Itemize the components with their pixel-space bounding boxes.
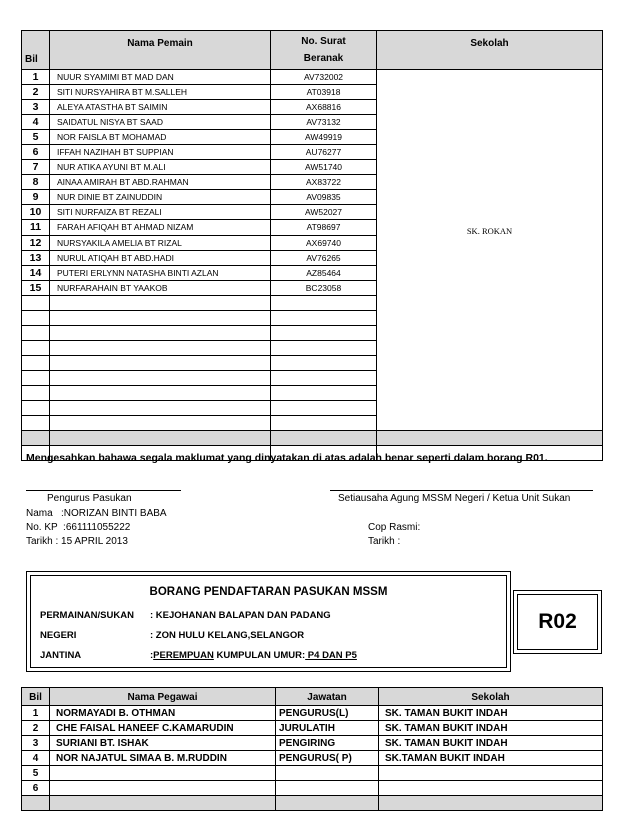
empty-cell [22,325,50,340]
cop-rasmi-field: Cop Rasmi: [368,522,421,533]
empty-cell [271,370,377,385]
player-name: ALEYA ATASTHA BT SAIMIN [50,100,271,115]
negeri-value: : ZON HULU KELANG,SELANGOR [150,630,305,641]
player-bil: 6 [22,145,50,160]
certification-statement: Mengesahkan bahawa segala maklumat yang dinyatakan di atas adalah benar seperti dalam borang R01. [26,452,548,464]
form-code: R02 [517,594,598,650]
empty-cell [50,325,271,340]
official-name: CHE FAISAL HANEEF C.KAMARUDIN [50,721,276,736]
empty-cell [50,295,271,310]
player-surat: AT03918 [271,85,377,100]
official-bil: 1 [22,706,50,721]
official-jawatan: PENGIRING [276,736,379,751]
empty-cell [22,430,50,445]
player-name: SAIDATUL NISYA BT SAAD [50,115,271,130]
official-school: SK. TAMAN BUKIT INDAH [379,721,603,736]
player-bil: 12 [22,235,50,250]
shaded-row [22,796,603,811]
official-school: SK. TAMAN BUKIT INDAH [379,706,603,721]
official-school [379,766,603,781]
signature-line-right [330,490,593,491]
empty-cell [271,385,377,400]
player-bil: 7 [22,160,50,175]
player-name: NUR ATIKA AYUNI BT M.ALI [50,160,271,175]
empty-cell [50,385,271,400]
player-name: NUUR SYAMIMI BT MAD DAN [50,70,271,85]
official-row [22,751,603,766]
official-bil: 2 [22,721,50,736]
officials-table [21,687,603,811]
player-bil: 15 [22,280,50,295]
official-row [22,736,603,751]
header-sekolah: Sekolah [379,688,603,706]
form-details-box [26,571,511,672]
empty-cell [22,355,50,370]
kumpulan-value: P4 DAN P5 [305,650,357,661]
player-name: NURFARAHAIN BT YAAKOB [50,280,271,295]
player-name: AINAA AMIRAH BT ABD.RAHMAN [50,175,271,190]
empty-cell [50,355,271,370]
empty-cell [50,370,271,385]
header-nama-pemain: Nama Pemain [50,31,271,70]
empty-cell [50,400,271,415]
header-bil: Bil [22,31,50,70]
player-name: IFFAH NAZIHAH BT SUPPIAN [50,145,271,160]
official-name [50,766,276,781]
empty-cell [50,796,276,811]
left-signatory-title: Pengurus Pasukan [47,493,132,504]
player-name: SITI NURSYAHIRA BT M.SALLEH [50,85,271,100]
official-school: SK. TAMAN BUKIT INDAH [379,736,603,751]
player-name: NURUL ATIQAH BT ABD.HADI [50,250,271,265]
official-bil: 3 [22,736,50,751]
jantina-label: JANTINA [40,650,82,661]
official-jawatan: PENGURUS( P) [276,751,379,766]
player-surat: AX83722 [271,175,377,190]
player-name: FARAH AFIQAH BT AHMAD NIZAM [50,220,271,235]
nama-field: Nama :NORIZAN BINTI BABA [26,508,167,519]
player-bil: 5 [22,130,50,145]
tarikh-right-field: Tarikh : [368,536,401,547]
empty-cell [271,400,377,415]
player-name: NOR FAISLA BT MOHAMAD [50,130,271,145]
jantina-colon: : [150,650,154,661]
official-bil: 6 [22,781,50,796]
empty-cell [22,310,50,325]
officials-header-row [22,688,603,706]
player-name: NUR DINIE BT ZAINUDDIN [50,190,271,205]
player-bil: 3 [22,100,50,115]
official-name: NORMAYADI B. OTHMAN [50,706,276,721]
player-bil: 2 [22,85,50,100]
header-nama-pegawai: Nama Pegawai [50,688,276,706]
player-surat: AW51740 [271,160,377,175]
header-bil: Bil [22,688,50,706]
empty-cell [22,385,50,400]
empty-cell [271,325,377,340]
player-bil: 11 [22,220,50,235]
header-jawatan: Jawatan [276,688,379,706]
player-surat: AU76277 [271,145,377,160]
empty-cell [22,796,50,811]
player-bil: 1 [22,70,50,85]
form-code-box [513,590,602,654]
player-surat: AV73132 [271,115,377,130]
empty-cell [50,415,271,430]
empty-cell [271,340,377,355]
player-surat: AV09835 [271,190,377,205]
official-school [379,781,603,796]
player-surat: AX68816 [271,100,377,115]
players-table [21,30,603,461]
empty-cell [22,295,50,310]
empty-cell [22,370,50,385]
player-row [22,70,603,85]
empty-cell [271,430,377,445]
player-bil: 4 [22,115,50,130]
empty-cell [271,295,377,310]
official-jawatan: JURULATIH [276,721,379,736]
player-surat: AV732002 [271,70,377,85]
official-name: NOR NAJATUL SIMAA B. M.RUDDIN [50,751,276,766]
school-cell: SK. ROKAN [377,70,603,431]
player-surat: AZ85464 [271,265,377,280]
player-surat: AX69740 [271,235,377,250]
official-name: SURIANI BT. ISHAK [50,736,276,751]
empty-cell [271,415,377,430]
official-row [22,781,603,796]
negeri-label: NEGERI [40,630,77,641]
empty-cell [22,340,50,355]
empty-cell [379,796,603,811]
empty-cell [276,796,379,811]
player-surat: BC23058 [271,280,377,295]
no-kp-field: No. KP :661111055222 [26,522,131,533]
player-surat: AW52027 [271,205,377,220]
official-row [22,766,603,781]
player-bil: 14 [22,265,50,280]
official-school: SK.TAMAN BUKIT INDAH [379,751,603,766]
player-name: SITI NURFAIZA BT REZALI [50,205,271,220]
official-row [22,706,603,721]
official-bil: 5 [22,766,50,781]
player-bil: 13 [22,250,50,265]
permainan-value: : KEJOHANAN BALAPAN DAN PADANG [150,610,331,621]
header-no-surat: No. Surat Beranak [271,31,377,70]
shaded-row [22,430,603,445]
players-header-row [22,31,603,70]
form-title: BORANG PENDAFTARAN PASUKAN MSSM [149,586,388,598]
empty-cell [22,400,50,415]
permainan-label: PERMAINAN/SUKAN [40,610,134,621]
player-surat: AW49919 [271,130,377,145]
jantina-value: PEREMPUAN [153,650,214,661]
official-name [50,781,276,796]
empty-cell [50,310,271,325]
player-bil: 9 [22,190,50,205]
kumpulan-label: KUMPULAN UMUR: [213,650,306,661]
official-row [22,721,603,736]
signature-line-left [26,490,181,491]
empty-cell [22,415,50,430]
empty-cell [50,430,271,445]
official-bil: 4 [22,751,50,766]
jantina-value-line [150,650,357,661]
player-surat: AV76265 [271,250,377,265]
player-bil: 8 [22,175,50,190]
right-signatory-title: Setiausaha Agung MSSM Negeri / Ketua Unit Sukan [338,493,571,504]
official-jawatan [276,781,379,796]
player-name: NURSYAKILA AMELIA BT RIZAL [50,235,271,250]
player-bil: 10 [22,205,50,220]
empty-cell [50,340,271,355]
player-surat: AT98697 [271,220,377,235]
empty-cell [377,430,603,445]
empty-cell [271,310,377,325]
official-jawatan [276,766,379,781]
official-jawatan: PENGURUS(L) [276,706,379,721]
player-name: PUTERI ERLYNN NATASHA BINTI AZLAN [50,265,271,280]
header-sekolah: Sekolah [377,31,603,70]
tarikh-field: Tarikh : 15 APRIL 2013 [26,536,128,547]
empty-cell [271,355,377,370]
